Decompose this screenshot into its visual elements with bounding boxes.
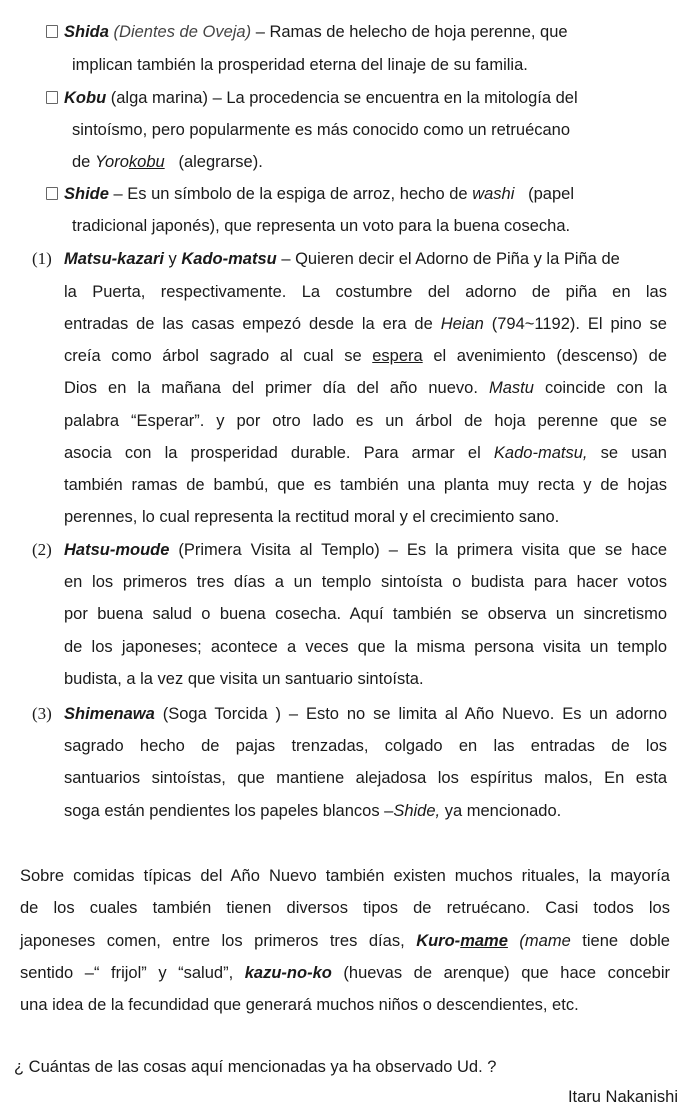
bullet-shida-line1 bbox=[46, 22, 568, 42]
text-fragment: japoneses comen, entre los primeros tres días, bbox=[20, 932, 405, 950]
text-fragment: sentido –“ frijol” y “salud”, bbox=[20, 964, 234, 982]
term-kazu-no-ko: kazu-no-ko bbox=[244, 964, 332, 982]
bullet-shide-line2: tradicional japonés), que representa un voto para la buena cosecha. bbox=[72, 217, 571, 235]
bullet-kobu-line1 bbox=[46, 88, 578, 108]
term-hatsu-moude: Hatsu-moude bbox=[64, 541, 170, 559]
bullet-shide-line1 bbox=[46, 184, 574, 204]
text-line: – Es un símbolo de la espiga de arroz, hecho de bbox=[113, 185, 468, 203]
term-yorokobu-underlined: kobu bbox=[128, 153, 165, 171]
text-fragment: soga están pendientes los papeles blancos – bbox=[64, 802, 394, 820]
item1-line2: la Puerta, respectivamente. La costumbre del adorno de piña en las bbox=[64, 283, 667, 301]
text-fragment: se usan bbox=[600, 444, 667, 462]
closing-question: ¿ Cuántas de las cosas aquí mencionadas ya ha observado Ud. ? bbox=[14, 1058, 497, 1076]
checkbox-icon bbox=[46, 91, 58, 104]
item3-line2: sagrado hecho de pajas trenzadas, colgado en las entradas de los bbox=[64, 737, 667, 755]
item1-line5 bbox=[64, 378, 667, 398]
item1-line8: también ramas de bambú, que es también una planta muy recta y de hojas bbox=[64, 476, 667, 494]
bullet-kobu-line3 bbox=[72, 152, 263, 172]
term-washi: washi bbox=[472, 185, 515, 203]
term-matsu-kazari: Matsu-kazari bbox=[64, 250, 164, 268]
text-fragment: asocia con la prosperidad durable. Para armar el bbox=[64, 444, 481, 462]
item3-line4 bbox=[64, 801, 561, 821]
term-kobu: Kobu bbox=[64, 89, 107, 107]
text-fragment: (alegrarse). bbox=[178, 153, 263, 171]
item2-line1 bbox=[64, 540, 667, 560]
text-fragment: el avenimiento (descenso) de bbox=[433, 347, 667, 365]
text-fragment: tiene doble bbox=[582, 932, 670, 950]
term-espera: espera bbox=[372, 347, 423, 365]
item2-line4: de los japoneses; acontece a veces que la misma persona visita un templo bbox=[64, 638, 667, 656]
para-line3 bbox=[20, 931, 670, 951]
term-kado-matsu: Kado-matsu bbox=[181, 250, 277, 268]
item-number-2: (2) bbox=[32, 540, 52, 559]
text-fragment: (Soga Torcida ) – Esto no se limita al Año Nuevo. Es un adorno bbox=[162, 705, 667, 723]
term-shide: Shide bbox=[64, 185, 109, 203]
term-shide-inline: Shide, bbox=[393, 802, 441, 820]
term-mame-underlined: mame bbox=[460, 932, 508, 950]
text-fragment: – Quieren decir el Adorno de Piña y la Piña de bbox=[281, 250, 620, 268]
bullet-kobu-line2: sintoísmo, pero popularmente es más conocido como un retruécano bbox=[72, 121, 571, 139]
bullet-shida-line2: implican también la prosperidad eterna del linaje de su familia. bbox=[72, 56, 528, 74]
term-mastu: Mastu bbox=[488, 379, 534, 397]
para-line1: Sobre comidas típicas del Año Nuevo también existen muchos rituales, la mayoría bbox=[20, 867, 670, 885]
term-shimenawa: Shimenawa bbox=[64, 705, 155, 723]
item3-line1 bbox=[64, 704, 667, 724]
term-shida-alt: (Dientes de Oveja) bbox=[113, 23, 252, 41]
text-line: – Ramas de helecho de hoja perenne, que bbox=[255, 23, 568, 41]
item1-line4 bbox=[64, 346, 667, 366]
term-heian: Heian bbox=[440, 315, 484, 333]
checkbox-icon bbox=[46, 25, 58, 38]
text-line: – La procedencia se encuentra en la mitología del bbox=[212, 89, 578, 107]
item1-line3 bbox=[64, 314, 667, 334]
item2-line5: budista, a la vez que visita un santuario sintoísta. bbox=[64, 670, 424, 688]
item1-line1 bbox=[64, 249, 620, 269]
term-mame: (mame bbox=[519, 932, 571, 950]
item1-line9: perennes, lo cual representa la rectitud moral y el crecimiento sano. bbox=[64, 508, 560, 526]
term-kobu-alt: (alga marina) bbox=[110, 89, 208, 107]
text-fragment: de bbox=[72, 153, 91, 171]
text-fragment: y bbox=[168, 250, 177, 268]
item1-line7 bbox=[64, 443, 667, 463]
term-kado-matsu-inline: Kado-matsu, bbox=[493, 444, 588, 462]
text-fragment: Dios en la mañana del primer día del año nuevo. bbox=[64, 379, 478, 397]
author-signature: Itaru Nakanishi bbox=[567, 1088, 678, 1106]
text-fragment: entradas de las casas empezó desde la era de bbox=[64, 315, 433, 333]
item2-line3: por buena salud o buena cosecha. Aquí también se observa un sincretismo bbox=[64, 605, 667, 623]
para-line4 bbox=[20, 963, 670, 983]
text-fragment: creía como árbol sagrado al cual se bbox=[64, 347, 362, 365]
text-fragment: (huevas de arenque) que hace concebir bbox=[343, 964, 671, 982]
item3-line3: santuarios sintoístas, que mantiene alejadosa los espíritus malos, En esta bbox=[64, 769, 667, 787]
term-yorokobu: Yoro bbox=[94, 153, 129, 171]
term-kuro: Kuro- bbox=[416, 932, 461, 950]
text-fragment: (papel bbox=[528, 185, 575, 203]
item-number-1: (1) bbox=[32, 249, 52, 268]
item2-line2: en los primeros tres días a un templo sintoísta o budista para hacer votos bbox=[64, 573, 667, 591]
para-line2: de los cuales también tienen diversos tipos de retruécano. Casi todos los bbox=[20, 899, 670, 917]
item1-line6: palabra “Esperar”. y por otro lado es un árbol de hoja perenne que se bbox=[64, 412, 667, 430]
para-line5: una idea de la fecundidad que generará muchos niños o descendientes, etc. bbox=[20, 996, 579, 1014]
text-fragment: coincide con la bbox=[544, 379, 668, 397]
item-number-3: (3) bbox=[32, 704, 52, 723]
checkbox-icon bbox=[46, 187, 58, 200]
text-fragment: (Primera Visita al Templo) – Es la primera visita que se hace bbox=[178, 541, 667, 559]
text-fragment: (794~1192). El pino se bbox=[491, 315, 667, 333]
text-fragment: ya mencionado. bbox=[444, 802, 562, 820]
term-shida: Shida bbox=[64, 23, 109, 41]
